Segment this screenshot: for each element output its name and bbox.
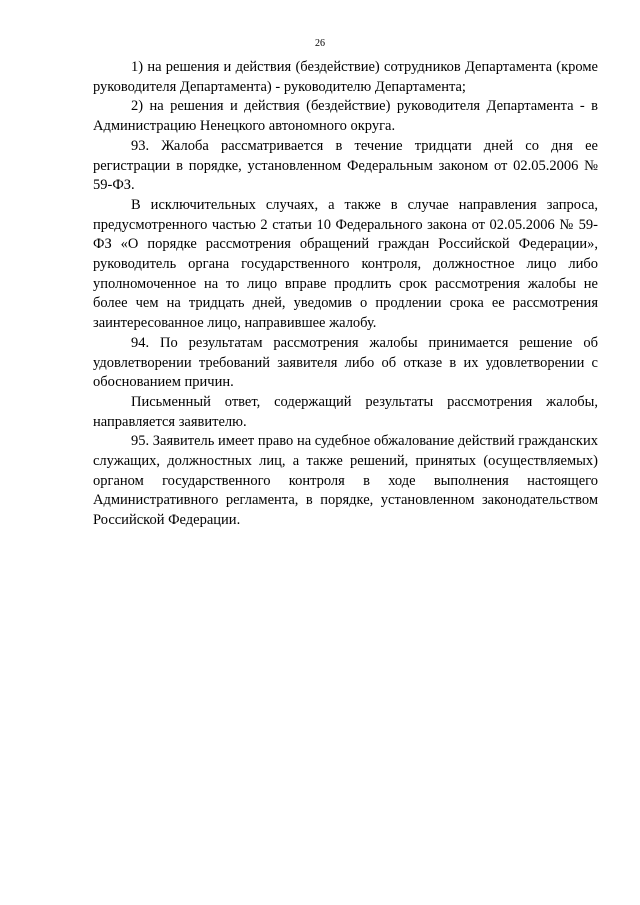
body-text bbox=[93, 58, 598, 531]
page-number: 26 bbox=[315, 38, 325, 49]
paragraph-94: 94. По результатам рассмотрения жалобы принимается решение об удовлетворении требований заявителя либо об отказе в их удовлетворении с обоснованием причин. bbox=[93, 334, 598, 391]
paragraph-95: 95. Заявитель имеет право на судебное обжалование действий гражданских служащих, должностных лиц, а также решений, принятых (осуществляемых) органом государственного контроля в ходе выполнения настоящего Административного регламента, в порядке, установленном законодательством Российской Федерации. bbox=[93, 433, 598, 529]
paragraph-written-answer: Письменный ответ, содержащий результаты рассмотрения жалобы, направляется заявителю. bbox=[93, 393, 598, 430]
paragraph-93: 93. Жалоба рассматривается в течение тридцати дней со дня ее регистрации в порядке, установленном Федеральным законом от 02.05.2006 № 59-ФЗ. bbox=[93, 137, 598, 194]
paragraph-complaint-head: 2) на решения и действия (бездействие) руководителя Департамента - в Администрацию Ненецкого автономного округа. bbox=[93, 98, 598, 135]
paragraph-extension: В исключительных случаях, а также в случае направления запроса, предусмотренного частью 2 статьи 10 Федерального закона от 02.05.2006 № 59-ФЗ «О порядке рассмотрения обращений граждан Российской Федерации», руководитель органа государственного контроля, должностное лицо либо уполномоченное на то лицо вправе продлить срок рассмотрения жалобы не более чем на тридцать дней, уведомив о продлении срока ее рассмотрения заинтересованное лицо, направившее жалобу. bbox=[93, 196, 598, 332]
paragraph-complaint-staff: 1) на решения и действия (бездействие) сотрудников Департамента (кроме руководителя Департамента) - руководителю Департамента; bbox=[93, 59, 598, 95]
